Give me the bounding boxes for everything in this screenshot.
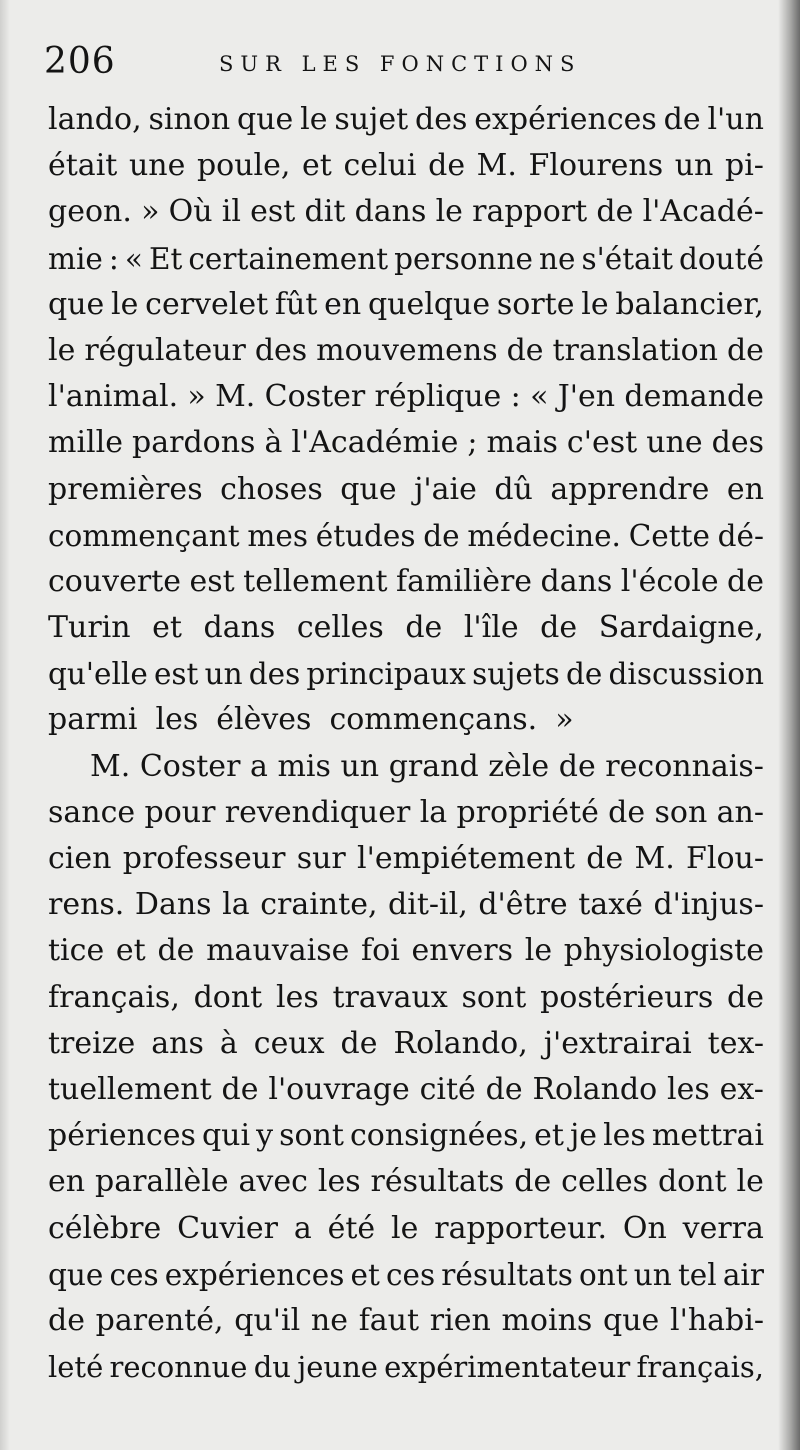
text-line: treize ans à ceux de Rolando, j'extrairai tex- — [48, 1025, 764, 1061]
text-line: M. Coster a mis un grand zèle de reconnais- — [90, 748, 764, 784]
text-line: mie : « Et certainement personne ne s'était douté — [48, 241, 764, 276]
text-line: l'animal. » M. Coster réplique : « J'en demande — [48, 379, 764, 415]
text-line: périences qui y sont consignées, et je les mettrai — [48, 1118, 764, 1154]
text-line: geon. » Où il est dit dans le rapport de l'Acadé- — [48, 194, 764, 230]
text-line: cien professeur sur l'empiétement de M. Flou- — [48, 841, 764, 876]
page-number: 206 — [44, 41, 116, 82]
page-gutter-shadow — [0, 0, 10, 1450]
text-line: que ces expériences et ces résultats ont un tel air — [48, 1257, 764, 1292]
text-line: était une poule, et celui de M. Flourens un pi- — [48, 148, 764, 184]
page-edge-shadow — [778, 0, 800, 1450]
text-line: sance pour revendiquer la propriété de son an- — [48, 794, 764, 830]
text-line: qu'elle est un des principaux sujets de discussion — [48, 657, 764, 692]
text-line: français, dont les travaux sont postérieurs de — [48, 979, 764, 1015]
text-line: que le cervelet fût en quelque sorte le balancier, — [48, 286, 764, 322]
text-line: leté reconnue du jeune expérimentateur français, — [48, 1350, 764, 1385]
text-line: rens. Dans la crainte, dit-il, d'être taxé d'injus- — [48, 887, 764, 923]
body-text — [48, 97, 764, 1390]
text-line: célèbre Cuvier a été le rapporteur. On verra — [48, 1210, 764, 1246]
text-line: tuellement de l'ouvrage cité de Rolando les ex- — [48, 1071, 764, 1107]
running-head: SUR LES FONCTIONS — [219, 52, 582, 76]
text-line: mille pardons à l'Académie ; mais c'est une des — [48, 425, 764, 461]
text-line: couverte est tellement familière dans l'école de — [48, 563, 764, 599]
text-line: de parenté, qu'il ne faut rien moins que l'habi- — [48, 1302, 764, 1338]
page-header — [44, 40, 764, 84]
text-line: parmi les élèves commençans. » — [48, 702, 574, 738]
text-line: tice et de mauvaise foi envers le physiologiste — [48, 933, 764, 969]
text-line: Turin et dans celles de l'île de Sardaigne, — [48, 610, 764, 646]
text-line: en parallèle avec les résultats de celles dont le — [48, 1164, 764, 1200]
text-line: lando, sinon que le sujet des expériences de l'un — [48, 102, 764, 137]
text-line: premières choses que j'aie dû apprendre en — [48, 471, 764, 507]
text-line: commençant mes études de médecine. Cette dé- — [48, 518, 764, 553]
text-line: le régulateur des mouvemens de translation de — [48, 332, 764, 368]
